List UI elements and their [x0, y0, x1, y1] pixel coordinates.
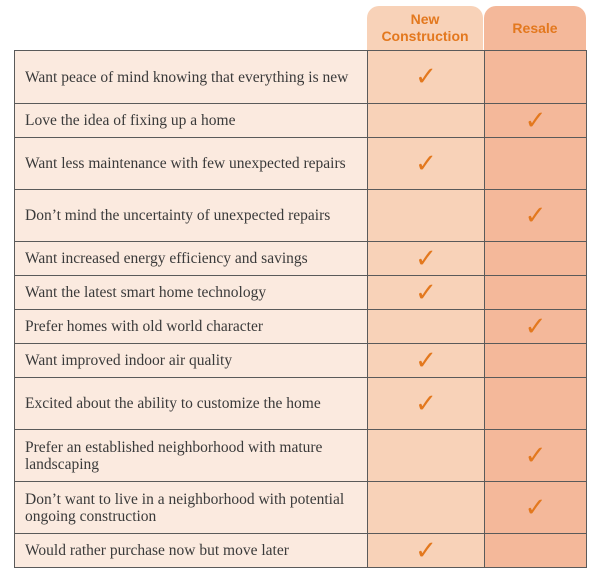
- resale-cell: [485, 534, 587, 567]
- new-construction-cell: [368, 276, 485, 309]
- table-row: [15, 276, 587, 310]
- checkmark-icon: ✓: [415, 388, 437, 419]
- resale-cell: [485, 104, 587, 137]
- row-label: Love the idea of fixing up a home: [15, 104, 368, 137]
- checkmark-icon: ✓: [415, 62, 437, 92]
- table-row: [15, 378, 587, 430]
- table-row: [15, 310, 587, 344]
- resale-cell: [485, 482, 587, 533]
- new-construction-cell: [368, 310, 485, 343]
- row-label: Want increased energy efficiency and savings: [15, 242, 368, 275]
- new-construction-cell: [368, 482, 485, 533]
- table-row: [15, 51, 587, 104]
- new-construction-cell: [368, 378, 485, 429]
- row-label: Would rather purchase now but move later: [15, 534, 368, 567]
- new-construction-cell: [368, 242, 485, 275]
- table-row: [15, 344, 587, 378]
- row-label: Prefer an established neighborhood with mature landscaping: [15, 430, 368, 481]
- resale-cell: [485, 344, 587, 377]
- row-label: Want improved indoor air quality: [15, 344, 368, 377]
- resale-cell: [485, 430, 587, 481]
- resale-cell: [485, 190, 587, 241]
- checkmark-icon: ✓: [524, 492, 547, 523]
- row-label: Want less maintenance with few unexpected repairs: [15, 138, 368, 189]
- new-construction-cell: [368, 430, 485, 481]
- resale-cell: [485, 276, 587, 309]
- row-label: Excited about the ability to customize the home: [15, 378, 368, 429]
- row-label: Want the latest smart home technology: [15, 276, 368, 309]
- row-label: Don’t mind the uncertainty of unexpected repairs: [15, 190, 368, 241]
- resale-cell: [485, 138, 587, 189]
- header-resale: Resale: [484, 6, 586, 50]
- checkmark-icon: ✓: [415, 535, 437, 566]
- table-row: [15, 104, 587, 138]
- row-label: Want peace of mind knowing that everything is new: [15, 51, 368, 103]
- resale-cell: [485, 51, 587, 103]
- table-row: [15, 534, 587, 568]
- header-new-construction: New Construction: [367, 6, 483, 50]
- checkmark-icon: ✓: [524, 105, 547, 136]
- table-row: [15, 430, 587, 482]
- new-construction-cell: [368, 138, 485, 189]
- new-construction-cell: [368, 534, 485, 567]
- checkmark-icon: ✓: [524, 200, 547, 231]
- new-construction-cell: [368, 104, 485, 137]
- resale-cell: [485, 242, 587, 275]
- new-construction-cell: [368, 51, 485, 103]
- table-row: [15, 482, 587, 534]
- checkmark-icon: ✓: [415, 277, 437, 308]
- table-row: [15, 242, 587, 276]
- new-construction-cell: [368, 344, 485, 377]
- checkmark-icon: ✓: [524, 440, 547, 471]
- checkmark-icon: ✓: [524, 311, 547, 342]
- resale-cell: [485, 378, 587, 429]
- row-label: Don’t want to live in a neighborhood with potential ongoing construction: [15, 482, 368, 533]
- row-label: Prefer homes with old world character: [15, 310, 368, 343]
- table-row: [15, 138, 587, 190]
- new-construction-cell: [368, 190, 485, 241]
- resale-cell: [485, 310, 587, 343]
- checkmark-icon: ✓: [415, 243, 437, 274]
- comparison-table: [14, 50, 587, 568]
- table-row: [15, 190, 587, 242]
- checkmark-icon: ✓: [415, 345, 437, 376]
- checkmark-icon: ✓: [415, 148, 437, 179]
